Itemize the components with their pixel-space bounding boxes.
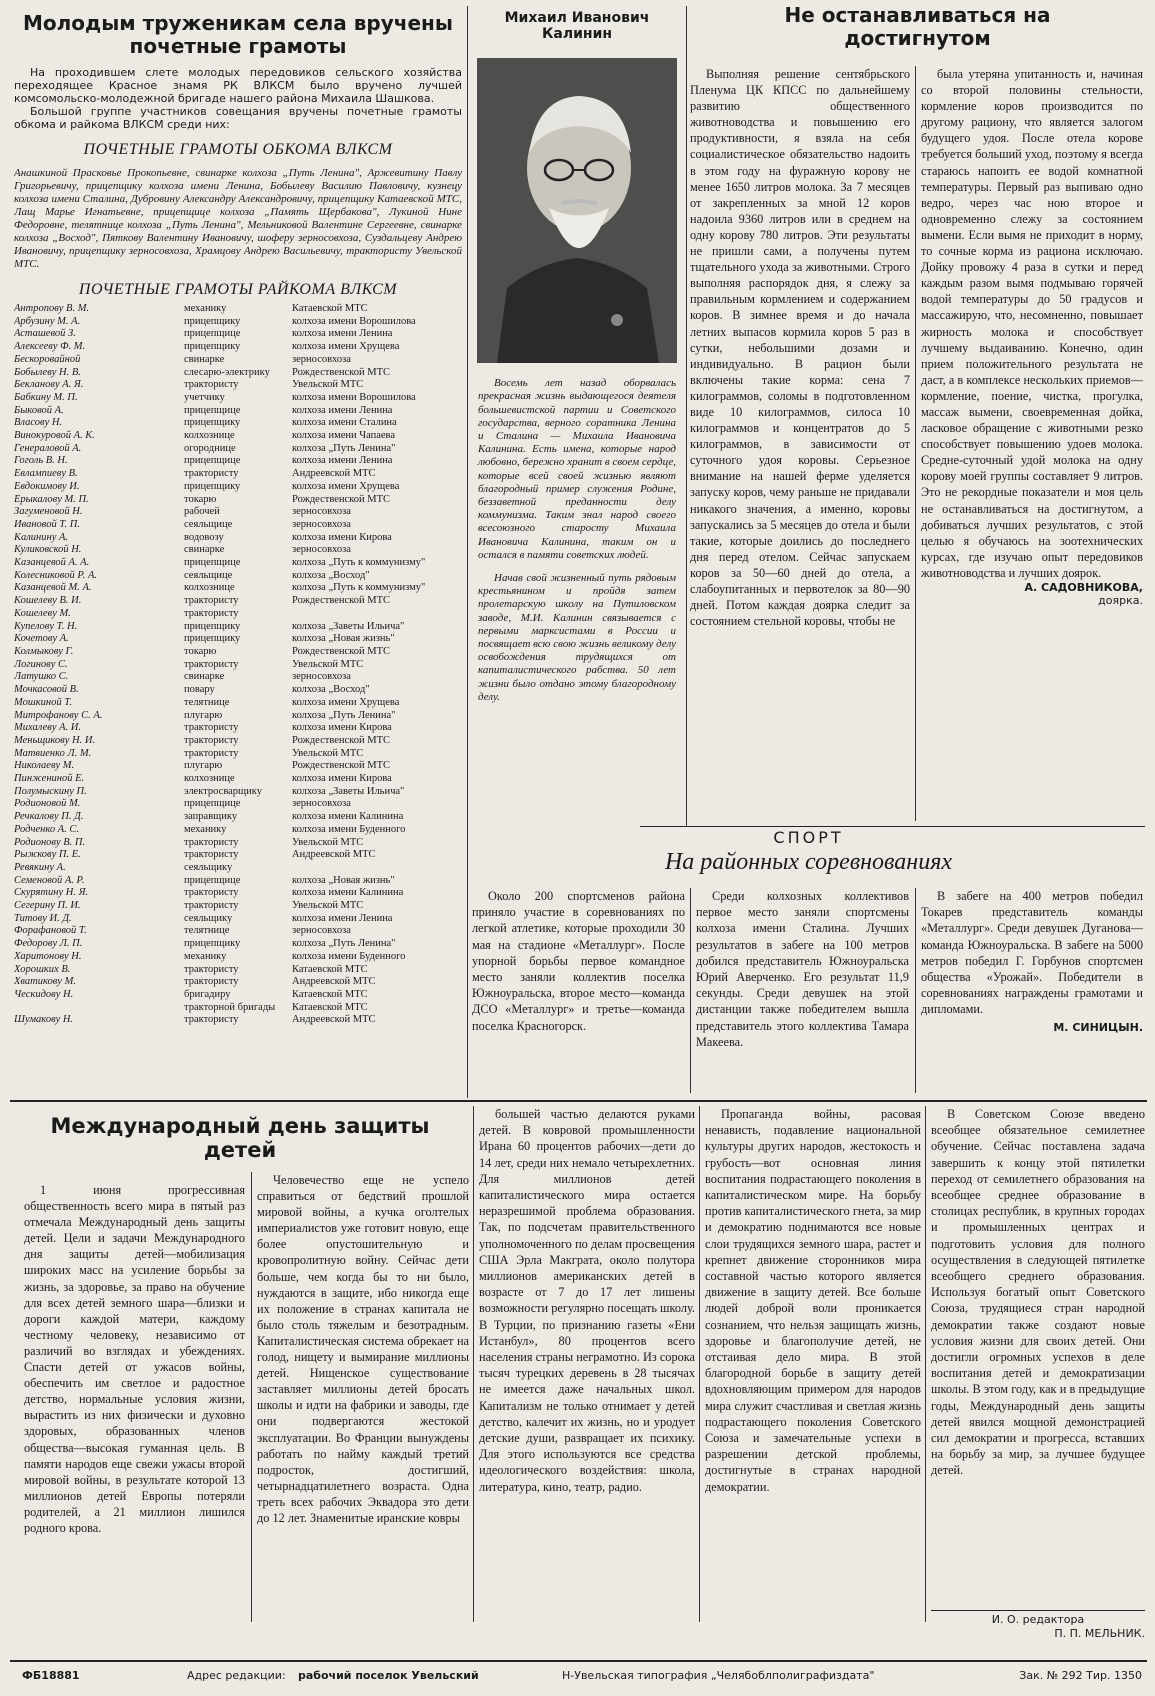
raikom-name: Колмыкову Г. <box>14 645 74 657</box>
kalinin-caption-1: Восемь лет назад оборвалась прекрасная жизнь выдающегося деятеля большевистской партии и Советского государства, верного соратника Ленина и Сталина — Михаила Ивановича Калинина. Есть имена, которые народ любовно, бережно хранит в своем сердце, которые всей своей жизнью являют благородный пример служения Родине, беззаветной преданности делу коммунизма. Таким знал народ своего всесоюзного старосту Михаила Ивановича Калинина, таким он и остался в памяти советских людей. <box>478 377 676 561</box>
raikom-heading: ПОЧЕТНЫЕ ГРАМОТЫ РАЙКОМА ВЛКСМ <box>78 281 398 298</box>
raikom-list-row <box>14 925 454 938</box>
raikom-role: прицепщице <box>184 404 241 416</box>
raikom-name: Арбузину М. А. <box>14 315 81 327</box>
raikom-role: плугарю <box>184 760 223 772</box>
raikom-name: Ревякину А. <box>14 861 66 873</box>
column-rule <box>699 1106 700 1622</box>
portrait-image <box>477 58 677 363</box>
raikom-role: трактористу <box>184 607 239 619</box>
raikom-list-row <box>14 989 454 1002</box>
raikom-place: Рождественской МТС <box>292 734 390 746</box>
raikom-role: токарю <box>184 645 217 657</box>
raikom-list-row <box>14 595 454 608</box>
raikom-name: Латушко С. <box>14 671 69 683</box>
raikom-place: колхоза имени Хрущева <box>292 480 400 492</box>
raikom-list-row <box>14 900 454 913</box>
raikom-role: колхознице <box>184 430 235 442</box>
raikom-role: трактористу <box>184 849 239 861</box>
raikom-list-row <box>14 1014 454 1027</box>
footer-code: ФБ18881 <box>22 1669 80 1682</box>
raikom-role: электросварщику <box>184 785 262 797</box>
footer-printer: Н-Увельская типография „Челябоблполиграфиздата" <box>562 1669 875 1682</box>
raikom-list-row <box>14 303 454 316</box>
raikom-list-row <box>14 824 454 837</box>
raikom-role: трактористу <box>184 1014 239 1026</box>
sport-top-rule <box>640 826 1145 827</box>
raikom-list-row <box>14 633 454 646</box>
raikom-place: колхоза имени Калинина <box>292 887 404 899</box>
sport-col2 <box>696 888 909 1050</box>
raikom-role: повару <box>184 684 215 696</box>
raikom-name: Бабкину М. П. <box>14 391 78 403</box>
sport-text-1: Около 200 спортсменов района приняло участие в соревнованиях по легкой атлетике, которые проходили 30 мая на стадионе «Металлург». После упорной борьбы первое командное место заняли коллектив поселка Южноуральска, второе место—команда ДСО «Металлург» и третье—команда поселка Красногорск. <box>472 889 685 1033</box>
raikom-place: колхоза „Новая жизнь" <box>292 874 395 886</box>
raikom-role: огороднице <box>184 442 236 454</box>
raikom-place: колхоза имени Буденного <box>292 950 406 962</box>
raikom-name: Гоголь В. Н. <box>14 455 68 467</box>
raikom-name: Казанцевой М. А. <box>14 582 92 594</box>
raikom-list-row <box>14 798 454 811</box>
article-milk-title: Не останавливаться на достигнутом <box>784 4 1051 50</box>
raikom-list-row <box>14 430 454 443</box>
raikom-name: Форафановой Т. <box>14 925 87 937</box>
raikom-name: Бекланову А. Я. <box>14 379 84 391</box>
raikom-name: Евдокимову И. <box>14 480 80 492</box>
raikom-name: Купелову Т. Н. <box>14 620 78 632</box>
raikom-name: Казанцевой А. А. <box>14 557 90 569</box>
raikom-name: Полумыскину П. <box>14 785 87 797</box>
raikom-role: трактористу <box>184 963 239 975</box>
raikom-role: колхознице <box>184 582 235 594</box>
article-milk-author-role: доярка. <box>1098 594 1143 607</box>
article-awards <box>14 6 462 1098</box>
raikom-place: колхоза имени Ленина <box>292 328 393 340</box>
raikom-role: трактористу <box>184 747 239 759</box>
raikom-name: Шумакову Н. <box>14 1014 74 1026</box>
raikom-place: Рождественской МТС <box>292 645 390 657</box>
raikom-name: Мочкасовой В. <box>14 684 79 696</box>
raikom-place: колхоза „Восход" <box>292 569 370 581</box>
raikom-list-row <box>14 722 454 735</box>
raikom-role: прицепщику <box>184 620 241 632</box>
raikom-role: заправщику <box>184 811 238 823</box>
raikom-role: плугарю <box>184 709 223 721</box>
raikom-name: Скурятину Н. Я. <box>14 887 89 899</box>
raikom-role: прицепщику <box>184 633 241 645</box>
raikom-role: прицепщице <box>184 874 241 886</box>
editor-name: П. П. МЕЛЬНИК. <box>1054 1627 1145 1640</box>
raikom-name <box>14 1002 184 1015</box>
article-children-title: Международный день защиты детей <box>50 1114 430 1163</box>
raikom-list-row <box>14 328 454 341</box>
raikom-place: колхоза имени Ворошилова <box>292 391 416 403</box>
horizontal-rule <box>10 1100 1147 1102</box>
raikom-role: свинарке <box>184 671 225 683</box>
raikom-list-row <box>14 621 454 634</box>
raikom-place: колхоза имени Кирова <box>292 773 392 785</box>
article-awards-title-line1: Молодым труженикам села вручены <box>23 11 453 35</box>
raikom-role: прицепщику <box>184 315 241 327</box>
raikom-role: трактористу <box>184 734 239 746</box>
raikom-place: Увельской МТС <box>292 658 364 670</box>
raikom-role: трактористу <box>184 379 239 391</box>
raikom-name: Алексееву Ф. М. <box>14 341 86 353</box>
raikom-role: сеяльщице <box>184 518 233 530</box>
raikom-list-row <box>14 875 454 888</box>
raikom-list-row <box>14 544 454 557</box>
raikom-place: колхоза „Восход" <box>292 684 370 696</box>
raikom-name: Калинину А. <box>14 531 69 543</box>
raikom-role: трактористу <box>184 468 239 480</box>
raikom-role: бригадиру <box>184 988 231 1000</box>
raikom-role: учетчику <box>184 391 225 403</box>
raikom-list-row <box>14 849 454 862</box>
article-children-col4 <box>705 1106 921 1495</box>
raikom-place: Андреевской МТС <box>292 468 376 480</box>
raikom-role: токарю <box>184 493 217 505</box>
raikom-name: Винокуровой А. К. <box>14 430 95 442</box>
raikom-role: сеяльщику <box>184 861 233 873</box>
children-text-5: В Советском Союзе введено всеобщее обязательное семилетнее обучение. Сейчас поставлена задача завершить к концу этой пятилетки переход от семилетнего образования на всеобщее среднее образование в столицах республик, в крупных городах и промышленных центрах и подготовить условия для полного осуществления в следующей пятилетке всеобщего среднего образования. Используя богатый опыт Советского Союза, трудящиеся стран народной демократии также создают новые условия жизни для своих детей. Они достигли огромных успехов в деле воспитания детей и демократизации школы. В этом году, как и в предыдущие годы, Международный день защиты детей явился мощной демонстрацией сил демократии и прогресса, вставших на борьбу за мир, за лучшее будущее детей. <box>931 1107 1145 1478</box>
footer-address-label: Адрес редакции: <box>187 1669 286 1682</box>
raikom-role: трактористу <box>184 836 239 848</box>
raikom-place: колхоза имени Хрущева <box>292 341 400 353</box>
raikom-list-row <box>14 532 454 545</box>
raikom-list-row <box>14 735 454 748</box>
raikom-name: Власову Н. <box>14 417 63 429</box>
raikom-place: Катаевской МТС <box>292 963 368 975</box>
raikom-list-row <box>14 786 454 799</box>
children-text-3: большей частью делаются руками детей. В ковровой промышленности Ирана 60 процентов рабочих—дети до 14 лет, среди них немало четырехлетних. Для миллионов детей капиталистического мира остается неразрешимой проблема образования. Так, по подсчетам правительственного уполномоченного по делам просвещения США Эрла Макграта, около полутора миллионов американских детей в возрасте от 7 до 17 лет лишены возможности регулярно посещать школу. В Турции, по признанию газеты «Ени Истанбул», 80 процентов всего населения страны неграмотно. Из сорока тысяч турецких деревень в 28 тысячах не имеется даже начальных школ. Капитализм не только отнимает у детей детство, калечит их жизнь, но и уродует детские души, развращает их психику. Для этого используются все средства идеологического воздействия: школа, литература, кино, театр, радио. <box>479 1107 695 1494</box>
raikom-role: прицепщику <box>184 480 241 492</box>
raikom-place: Увельской МТС <box>292 747 364 759</box>
raikom-name: Федорову Л. П. <box>14 938 83 950</box>
footer <box>22 1665 1142 1687</box>
raikom-role: трактористу <box>184 976 239 988</box>
sport-author: М. СИНИЦЫН. <box>1053 1020 1143 1034</box>
raikom-list-row <box>14 748 454 761</box>
raikom-list-row <box>14 405 454 418</box>
raikom-place: колхоза имени Кирова <box>292 722 392 734</box>
raikom-list-row <box>14 951 454 964</box>
raikom-list-row <box>14 976 454 989</box>
raikom-list-row <box>14 354 454 367</box>
raikom-place: колхоза „Путь Ленина" <box>292 938 396 950</box>
raikom-name: Родченко А. С. <box>14 823 80 835</box>
sport-title: На районных соревнованиях <box>664 849 953 875</box>
raikom-list-row <box>14 938 454 951</box>
article-awards-intro <box>14 66 462 131</box>
raikom-role: колхознице <box>184 773 235 785</box>
raikom-list-row <box>14 557 454 570</box>
article-milk-text-1: Выполняя решение сентябрьского Пленума ЦК КПСС по дальнейшему развитию общественного животноводства и повышению его продуктивности, я взяла на себя социалистическое обязательство надоить в этом году на фуражную корову не менее 1650 литров молока. За 7 месяцев от закрепленных за мной 12 коров надоила 9360 литров или в среднем на одну корову 780 литров. Эти результаты не пришли сами, а получены путем тщательного ухода за животными. Строго выполняя распорядок дня, я слежу за правильным кормлением и содержанием коров. В зимнее время и до начала летних выпасов кормила коров 5 раз в сутки, небольшими дозами и индивидуально. В рацион были включены такие корма: сена 7 килограммов, соломы в подготовленном виде 10 килограммов, силоса 10 килограммов и концентратов до 5 килограммов, в зависимости от суточного удоя коровы. Серьезное внимание на нашей ферме уделяется запуску коров, чему раньше не придавали никакого значения, а именно, коровы запускались за 5 месяцев до отела и были такие, которые доились до последнего дня перед отелом. Сейчас запускаем коров за 50—60 дней до отела, а слабоупитанных и первотелок за 80—90 дней. Потом каждая доярка следит за состоянием стельной коровы, чтобы не <box>690 67 910 629</box>
raikom-place: колхоза „Путь Ленина" <box>292 709 396 721</box>
article-children-col1 <box>24 1182 245 1536</box>
raikom-list-row <box>14 506 454 519</box>
raikom-list-row <box>14 468 454 481</box>
raikom-list-row <box>14 316 454 329</box>
sport-col3 <box>921 888 1143 1036</box>
raikom-place: зерносовхоза <box>292 544 351 556</box>
raikom-role: трактористу <box>184 722 239 734</box>
raikom-list-row <box>14 837 454 850</box>
raikom-role: прицепщику <box>184 938 241 950</box>
editor-rule <box>931 1610 1145 1611</box>
raikom-name: Михалеву А. И. <box>14 722 81 734</box>
children-text-2: Человечество еще не успело справиться от бедствий прошлой мировой войны, а кучка оголтелых империалистов уже готовит новую, еще более опустошительную и кровопролитную войну. Сейчас дети больше, чем когда бы то ни было, нуждаются в защите, ибо никогда еще их положение в странах капитала не было столь тяжелым и безотрадным. Капиталистическая система обрекает на голод, нищету и вымирание миллионы детей. Нищенское существование заставляет миллионы детей бросать школы и идти на фабрики и заводы, где они подвергаются жестокой эксплуатации. Во Франции вынуждены работать по найму каждый третий подросток, достигший, четырнадцатилетнего возраста. Одна треть всех рабочих Эквадора это дети до 12 лет. Знаменитые иранские ковры <box>257 1173 469 1525</box>
raikom-name: Куликовской Н. <box>14 544 82 556</box>
raikom-name: Харитонову Н. <box>14 950 82 962</box>
raikom-name: Родионовой М. <box>14 798 81 810</box>
obkom-text: Анашкиной Прасковье Прокопьевне, свинарке колхоза „Путь Ленина", Аржевитину Павлу Григорьевичу, прицепщику колхоза имени Ленина, Бобылеву Василию Павловичу, кузнецу колхоза имени Сталина, Дубровину Александру Александровичу, прицепщику Катаевской МТС, Лащ Марье Игнатьевне, прицепщице колхоза „Память Щербакова", Лукиной Нине Федоровне, телятнице колхоза „Путь Ленина", Мельниковой Валентине Сергеевне, свинарке колхоза „Восход", Пяткову Валентину Ивановичу, шоферу зерносовхоза, Суздальцеву Андрею Ивановичу, прицепщику зерносовхоза, Храмцову Андрею Васильевичу, трактористу Увельской МТС. <box>14 167 462 270</box>
raikom-role: прицепщице <box>184 455 241 467</box>
raikom-name: Колесниковой Р. А. <box>14 569 98 581</box>
raikom-list-row <box>14 608 454 621</box>
raikom-name: Евлампиеву В. <box>14 468 78 480</box>
editor-block <box>931 1610 1145 1641</box>
raikom-name: Рыжкову П. Е. <box>14 849 81 861</box>
raikom-list-row <box>14 671 454 684</box>
kalinin-block <box>472 6 682 851</box>
raikom-role: механику <box>184 823 227 835</box>
raikom-list-row <box>14 913 454 926</box>
raikom-role: трактористу <box>184 595 239 607</box>
raikom-name: Хватикову М. <box>14 976 76 988</box>
children-text-4: Пропаганда войны, расовая ненависть, подавление национальной культуры других народов, жестокость и грубость—вот основная линия воспитания подрастающего поколения в капиталистическом мире. На борьбу против капиталистического гнета, за мир и демократию поднимаются все новые слои трудящихся земного шара, растет и крепнет движение сторонников мира составной частью которого является движение в защиту детей. Все больше людей доброй воли проникается сознанием, что нельзя защищать жизнь, здоровье и благополучие детей, не отстаивая дело мира. В этой благородной борьбе в защиту детей вдохновляющим примером для народов мира служит счастливая и светлая жизнь подрастающего поколения Советского Союза и замечательные успехи в разрешении детской проблемы, достигнутые в странах народной демократии. <box>705 1107 921 1494</box>
article-children-col2 <box>257 1172 469 1526</box>
raikom-name: Загуменовой Н. <box>14 506 83 518</box>
raikom-place: колхоза имени Ленина <box>292 912 393 924</box>
raikom-list-row <box>14 659 454 672</box>
raikom-role: сеяльщице <box>184 569 233 581</box>
raikom-name: Кочетову А. <box>14 633 69 645</box>
raikom-place: колхоза „Путь к коммунизму" <box>292 557 426 569</box>
raikom-name: Асташевой З. <box>14 328 76 340</box>
raikom-name: Речкалову П. Д. <box>14 811 84 823</box>
raikom-list-row <box>14 710 454 723</box>
raikom-list-row <box>14 570 454 583</box>
column-rule <box>686 6 687 826</box>
column-rule <box>690 888 691 1093</box>
article-children-col3 <box>479 1106 695 1495</box>
raikom-name: Кошелеву М. <box>14 607 71 619</box>
raikom-name: Титову И. Д. <box>14 912 72 924</box>
footer-address: рабочий поселок Увельский <box>298 1669 479 1682</box>
column-rule <box>915 66 916 821</box>
raikom-list-row <box>14 862 454 875</box>
raikom-place: зерносовхоза <box>292 518 351 530</box>
raikom-name: Логинову С. <box>14 658 68 670</box>
raikom-place: зерносовхоза <box>292 353 351 365</box>
raikom-place: Увельской МТС <box>292 836 364 848</box>
raikom-name: Бобылеву Н. В. <box>14 366 81 378</box>
raikom-place: колхоза „Заветы Ильича" <box>292 785 405 797</box>
raikom-place <box>292 608 454 621</box>
column-rule <box>467 6 468 1098</box>
raikom-place: колхоза имени Буденного <box>292 823 406 835</box>
raikom-place: зерносовхоза <box>292 925 351 937</box>
raikom-list-row <box>14 481 454 494</box>
raikom-place: колхоза „Путь Ленина" <box>292 442 396 454</box>
footer-order: Зак. № 292 Тир. 1350 <box>1019 1669 1142 1682</box>
obkom-heading: ПОЧЕТНЫЕ ГРАМОТЫ ОБКОМА ВЛКСМ <box>83 141 393 158</box>
raikom-list-row <box>14 1002 454 1015</box>
raikom-list-row <box>14 443 454 456</box>
raikom-role: прицепщице <box>184 557 241 569</box>
raikom-role: сеяльщику <box>184 912 233 924</box>
raikom-place: колхоза имени Калинина <box>292 811 404 823</box>
raikom-place: колхоза „Путь к коммунизму" <box>292 582 426 594</box>
raikom-name: Матвиенко Л. М. <box>14 747 92 759</box>
raikom-place: колхоза имени Чапаева <box>292 430 396 442</box>
column-rule <box>251 1172 252 1622</box>
raikom-list-row <box>14 455 454 468</box>
raikom-name: Митрофанову С. А. <box>14 709 103 721</box>
raikom-place: колхоза имени Ворошилова <box>292 315 416 327</box>
raikom-name: Быковой А. <box>14 404 64 416</box>
article-awards-title-line2: почетные грамоты <box>129 34 347 58</box>
raikom-role: рабочей <box>184 506 220 518</box>
sport-text-2: Среди колхозных коллективов первое место заняли спортсмены колхоза имени Сталина. Лучших результатов в забеге на 100 метров добился представитель Южноуральска Юрий Аверченко. Его результат 11,9 секунды. Среди девушек на этой дистанции также победителем вышла представитель этого коллектива Тамара Макеева. <box>696 889 909 1049</box>
raikom-name: Антропову В. М. <box>14 303 90 314</box>
raikom-list-row <box>14 519 454 532</box>
raikom-list <box>14 303 454 1027</box>
raikom-name: Пинжениной Е. <box>14 773 85 785</box>
column-rule <box>473 1106 474 1622</box>
editor-label: И. О. редактора <box>991 1613 1085 1626</box>
raikom-place: зерносовхоза <box>292 506 351 518</box>
raikom-role: слесарю-электрику <box>184 366 270 378</box>
raikom-name: Родионову В. П. <box>14 836 86 848</box>
raikom-list-row <box>14 887 454 900</box>
raikom-name: Меньщикову Н. И. <box>14 734 96 746</box>
raikom-name: Ерыкалову М. П. <box>14 493 89 505</box>
raikom-list-row <box>14 811 454 824</box>
raikom-place: колхоза „Заветы Ильича" <box>292 620 405 632</box>
sport-section <box>472 828 1145 1096</box>
raikom-place: колхоза имени Кирова <box>292 531 392 543</box>
raikom-list-row <box>14 697 454 710</box>
raikom-place: Рождественской МТС <box>292 595 390 607</box>
raikom-list-row <box>14 392 454 405</box>
raikom-place: Рождественской МТС <box>292 760 390 772</box>
raikom-role: механику <box>184 303 227 314</box>
raikom-role: трактористу <box>184 887 239 899</box>
kalinin-caption-2: Начав свой жизненный путь рядовым крестьянином и пройдя затем пролетарскую школу на Путиловском заводе, М.И. Калинин связывается с первыми марксистами в России и посвящает всю свою жизнь великому делу освобождения трудящихся от капиталистического рабства. 50 лет жизни было отдано этому благородному делу. <box>478 572 676 703</box>
kalinin-title: Михаил Иванович Калинин <box>504 10 650 43</box>
raikom-role: телятнице <box>184 696 230 708</box>
raikom-place: Увельской МТС <box>292 379 364 391</box>
raikom-role: свинарке <box>184 544 225 556</box>
raikom-list-row <box>14 773 454 786</box>
raikom-name: Генераловой А. <box>14 442 82 454</box>
raikom-list-row <box>14 582 454 595</box>
raikom-role: телятнице <box>184 925 230 937</box>
raikom-place: Рождественской МТС <box>292 493 390 505</box>
footer-rule <box>10 1660 1147 1662</box>
raikom-place: Увельской МТС <box>292 900 364 912</box>
column-rule <box>925 1106 926 1622</box>
raikom-list-row <box>14 494 454 507</box>
raikom-role: прицепщице <box>184 798 241 810</box>
raikom-list-row <box>14 684 454 697</box>
raikom-place: колхоза „Новая жизнь" <box>292 633 395 645</box>
article-milk-col1 <box>690 66 910 629</box>
raikom-place: зерносовхоза <box>292 671 351 683</box>
raikom-place: зерносовхоза <box>292 798 351 810</box>
article-milk <box>690 4 1145 826</box>
raikom-place: Катаевской МТС <box>292 303 368 314</box>
raikom-list-row <box>14 646 454 659</box>
raikom-place: Катаевской МТС <box>292 1001 368 1013</box>
raikom-list-row <box>14 417 454 430</box>
sport-col1 <box>472 888 685 1034</box>
raikom-place: Андреевской МТС <box>292 1014 376 1026</box>
sport-text-3: В забеге на 400 метров победил Токарев представитель команды «Металлург». Среди девушек Дуганова—команда Южноуральска. В забеге на 5000 метров победил Г. Горбунов спортсмен общества «Урожай». Победители в соревнованиях награждены грамотами и дипломами. <box>921 889 1143 1017</box>
raikom-list-row <box>14 964 454 977</box>
raikom-role: механику <box>184 950 227 962</box>
raikom-name: Мошкиной Т. <box>14 696 73 708</box>
raikom-name: Сегерину П. И. <box>14 900 81 912</box>
raikom-name: Ивановой Т. П. <box>14 518 80 530</box>
raikom-place: колхоза имени Ленина <box>292 455 393 467</box>
kalinin-caption <box>472 377 682 704</box>
column-rule <box>915 888 916 1093</box>
raikom-role: трактористу <box>184 900 239 912</box>
raikom-place <box>292 862 454 875</box>
raikom-name: Ческидову Н. <box>14 988 74 1000</box>
raikom-place: колхоза имени Сталина <box>292 417 397 429</box>
raikom-name: Хорошких В. <box>14 963 71 975</box>
raikom-place: Андреевской МТС <box>292 849 376 861</box>
raikom-role: трактористу <box>184 658 239 670</box>
raikom-list-row <box>14 760 454 773</box>
raikom-role: водовозу <box>184 531 224 543</box>
article-awards-title <box>14 12 462 58</box>
article-milk-text-2: была утеряна упитанность и, начиная со второй половины стельности, кормление коров производится по другому рациону, что является залогом будущего удоя. После отела корове требуется больший уход, поэтому я всегда стараюсь напоить ее водой комнатной температуры. Первый раз выпиваю одно ведро, через час ною второе и одновременно слежу за состоянием вымени. Если вымя не приходит в норму, то сочные корма из рациона исключаю. Дойку провожу 4 раза в сутки и перед каждым разом вымя подмываю горячей водой температуры до 50 градусов и массажирую, что, несомненно, повышает жирность молока и способствует лучшему выдаиванию. Конечно, один прием положительного результата не даст, а в комплексе нескольких приемов—кормление, поение, чистка, прогулка, массаж вымени, своевременная дойка, ласковое обращение с животными резко способствует повышению удоев молока. Средне-суточный удой молока на одну корову моей группы составляет 9 литров. Это не рекордные показатели и моя цель не останавливаться на достигнутом, а добиваться лучших результатов, с этой целью я обучаюсь на зоотехнических курсах, где изучаю опыт передовиков животноводства и лучших доярок. <box>921 67 1143 580</box>
raikom-role: тракторной бригады <box>184 1001 276 1013</box>
raikom-place: Рождественской МТС <box>292 366 390 378</box>
raikom-role: прицепщице <box>184 328 241 340</box>
raikom-list-row <box>14 379 454 392</box>
raikom-role: свинарке <box>184 353 225 365</box>
raikom-place: Катаевской МТС <box>292 988 368 1000</box>
article-children-col5 <box>931 1106 1145 1479</box>
raikom-place: колхоза имени Ленина <box>292 404 393 416</box>
kalinin-portrait <box>477 58 677 363</box>
raikom-list-row <box>14 341 454 354</box>
raikom-list-row <box>14 367 454 380</box>
raikom-role: прицепщику <box>184 417 241 429</box>
intro-paragraph-2: Большой группе участников совещания вручены почетные грамоты обкома и райкома ВЛКСМ среди них: <box>14 105 462 131</box>
raikom-place: колхоза имени Хрущева <box>292 696 400 708</box>
raikom-role: прицепщику <box>184 341 241 353</box>
children-text-1: 1 июня прогрессивная общественность всего мира в пятый раз отмечала Международный день защиты детей. Цели и задачи Международного дня защиты детей—мобилизация широких масс на усиление борьбы за жизнь, за здоровье, за право на обучение для всех детей земного шара—близки и дороги каждой матери, каждому честному человеку, независимо от различий во взглядах и убеждениях. Спасти детей от ужасов войны, обеспечить им светлое и радостное детство, нормальные условия жизни, вырастить из них физически и духовно здоровых, образованных членов общества—высокая гуманная цель. В памяти народов еще свежи ужасы второй мировой войны, в результате которой 13 миллионов детей Европы потеряли родителей, а 21 миллион лишился родного крова. <box>24 1183 245 1535</box>
raikom-name: Николаеву М. <box>14 760 75 772</box>
article-milk-col2 <box>921 66 1143 607</box>
raikom-name: Бескоровайной <box>14 353 81 365</box>
article-children <box>10 1104 1147 1659</box>
raikom-name: Кошелеву В. И. <box>14 595 82 607</box>
raikom-place: Андреевской МТС <box>292 976 376 988</box>
raikom-name: Семеновой А. Р. <box>14 874 85 886</box>
intro-paragraph-1: На проходившем слете молодых передовиков сельского хозяйства переходящее Красное знамя РК ВЛКСМ было вручено лучшей комсомольско-молодежной бригаде нашего района Михаила Шашкова. <box>14 66 462 105</box>
article-milk-author: А. САДОВНИКОВА, <box>1024 581 1143 594</box>
sport-section-label: СПОРТ <box>773 828 844 847</box>
